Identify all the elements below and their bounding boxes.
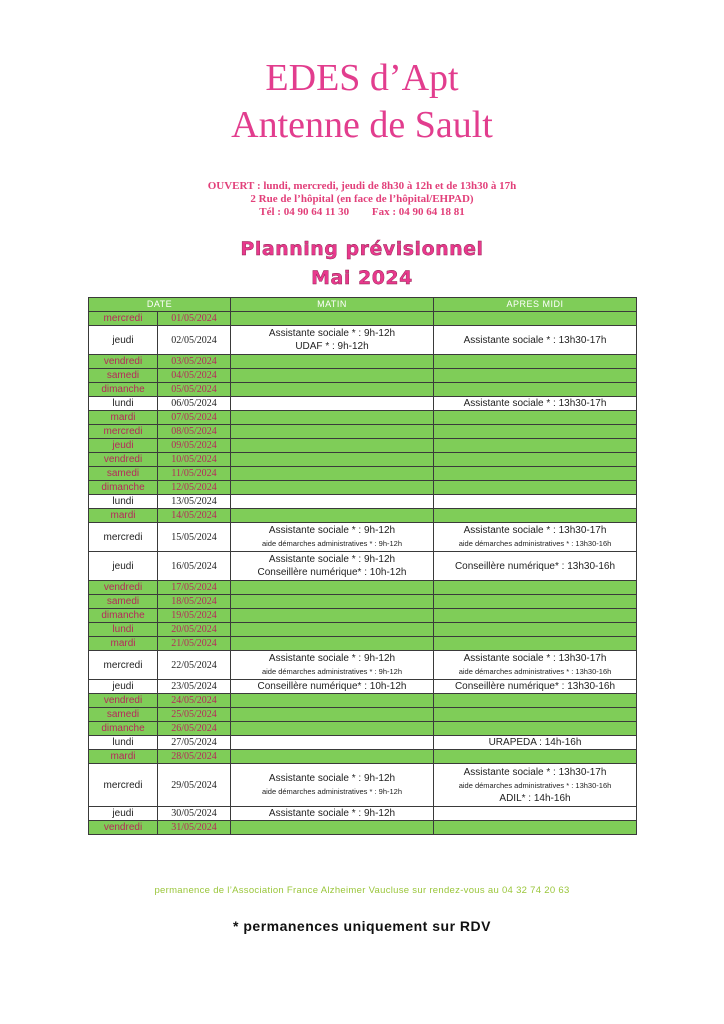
table-row xyxy=(89,326,637,355)
afternoon-slot xyxy=(434,312,637,326)
afternoon-slot xyxy=(434,821,637,835)
slot-line: Conseillère numérique* : 10h-12h xyxy=(257,681,407,692)
alzheimer-note: permanence de l’Association France Alzheimer Vaucluse sur rendez-vous au 04 32 74 20 63 xyxy=(154,885,570,896)
row-day: mercredi xyxy=(89,523,158,552)
morning-slot xyxy=(231,369,434,383)
table-row xyxy=(89,623,637,637)
row-date: 06/05/2024 xyxy=(158,397,231,411)
morning-slot xyxy=(231,523,434,552)
afternoon-slot xyxy=(434,680,637,694)
morning-slot xyxy=(231,651,434,680)
slot-line: Assistante sociale * : 13h30-17h xyxy=(463,525,607,536)
row-day: vendredi xyxy=(89,355,158,369)
table-row xyxy=(89,369,637,383)
slot-line: Assistante sociale * : 9h-12h xyxy=(268,773,396,784)
row-day: mercredi xyxy=(89,425,158,439)
row-day: mercredi xyxy=(89,651,158,680)
morning-slot xyxy=(231,467,434,481)
row-day: vendredi xyxy=(89,453,158,467)
afternoon-slot xyxy=(434,581,637,595)
slot-line: Conseillère numérique* : 13h30-16h xyxy=(454,560,616,572)
slot-line: aide démarches administratives * : 13h30-16h xyxy=(458,667,612,676)
page-title: EDES d’Apt xyxy=(265,57,459,99)
schedule-body xyxy=(89,312,637,835)
afternoon-slot xyxy=(434,764,637,807)
slot-line: Assistante sociale * : 9h-12h xyxy=(268,808,396,819)
afternoon-slot xyxy=(434,481,637,495)
table-row xyxy=(89,680,637,694)
row-date: 26/05/2024 xyxy=(158,722,231,736)
morning-slot xyxy=(231,411,434,425)
table-row xyxy=(89,411,637,425)
rdv-note: * permanences uniquement sur RDV xyxy=(233,918,491,934)
slot-line: aide démarches administratives * : 9h-12h xyxy=(261,667,403,676)
slot-line: Assistante sociale * : 13h30-17h xyxy=(463,766,607,778)
slot-line: UDAF * : 9h-12h xyxy=(295,341,369,352)
opening-hours: OUVERT : lundi, mercredi, jeudi de 8h30 à 12h et de 13h30 à 17h xyxy=(207,180,517,192)
table-row xyxy=(89,722,637,736)
phone-number: Tél : 04 90 64 11 30 xyxy=(259,206,350,218)
afternoon-slot xyxy=(434,807,637,821)
table-row xyxy=(89,637,637,651)
slot-line: ADIL* : 14h-16h xyxy=(499,792,571,804)
row-day: vendredi xyxy=(89,821,158,835)
slot-line: Conseillère numérique* : 10h-12h xyxy=(257,567,407,578)
row-date: 15/05/2024 xyxy=(158,523,231,552)
row-day: mercredi xyxy=(89,764,158,807)
row-day: jeudi xyxy=(89,807,158,821)
row-date: 28/05/2024 xyxy=(158,750,231,764)
row-day: mardi xyxy=(89,509,158,523)
afternoon-slot xyxy=(434,411,637,425)
row-day: mercredi xyxy=(89,312,158,326)
slot-line: Assistante sociale * : 13h30-17h xyxy=(463,334,607,346)
row-date: 02/05/2024 xyxy=(158,326,231,355)
row-date: 04/05/2024 xyxy=(158,369,231,383)
row-day: mardi xyxy=(89,637,158,651)
schedule-table xyxy=(88,297,637,835)
row-day: vendredi xyxy=(89,694,158,708)
morning-slot xyxy=(231,425,434,439)
morning-slot xyxy=(231,453,434,467)
table-row xyxy=(89,609,637,623)
header-morning: MATIN xyxy=(231,298,434,312)
table-row xyxy=(89,439,637,453)
afternoon-slot xyxy=(434,523,637,552)
table-row xyxy=(89,481,637,495)
morning-slot xyxy=(231,595,434,609)
table-row xyxy=(89,595,637,609)
morning-slot xyxy=(231,821,434,835)
slot-line: Assistante sociale * : 9h-12h xyxy=(268,653,396,664)
table-row xyxy=(89,425,637,439)
row-day: samedi xyxy=(89,708,158,722)
table-row xyxy=(89,523,637,552)
contact-line xyxy=(0,206,724,219)
row-day: samedi xyxy=(89,595,158,609)
table-row xyxy=(89,467,637,481)
afternoon-slot xyxy=(434,722,637,736)
table-row xyxy=(89,736,637,750)
slot-line: aide démarches administratives * : 9h-12h xyxy=(261,539,403,548)
morning-slot xyxy=(231,481,434,495)
afternoon-slot xyxy=(434,694,637,708)
morning-slot xyxy=(231,552,434,581)
afternoon-slot xyxy=(434,467,637,481)
row-date: 07/05/2024 xyxy=(158,411,231,425)
afternoon-slot xyxy=(434,609,637,623)
morning-slot xyxy=(231,326,434,355)
slot-line: Conseillère numérique* : 13h30-16h xyxy=(454,681,616,692)
row-date: 05/05/2024 xyxy=(158,383,231,397)
page-subtitle: Antenne de Sault xyxy=(231,104,493,146)
row-date: 13/05/2024 xyxy=(158,495,231,509)
table-row xyxy=(89,750,637,764)
row-day: lundi xyxy=(89,495,158,509)
slot-line: aide démarches administratives * : 13h30-16h xyxy=(458,539,612,548)
table-row xyxy=(89,821,637,835)
morning-slot xyxy=(231,383,434,397)
afternoon-slot xyxy=(434,355,637,369)
table-row xyxy=(89,694,637,708)
afternoon-slot xyxy=(434,595,637,609)
fax-number: Fax : 04 90 64 18 81 xyxy=(371,206,465,218)
row-date: 21/05/2024 xyxy=(158,637,231,651)
morning-slot xyxy=(231,581,434,595)
row-date: 30/05/2024 xyxy=(158,807,231,821)
afternoon-slot xyxy=(434,453,637,467)
morning-slot xyxy=(231,736,434,750)
row-date: 16/05/2024 xyxy=(158,552,231,581)
row-date: 17/05/2024 xyxy=(158,581,231,595)
row-day: jeudi xyxy=(89,439,158,453)
slot-line: Assistante sociale * : 9h-12h xyxy=(268,328,396,339)
afternoon-slot xyxy=(434,637,637,651)
table-row xyxy=(89,495,637,509)
row-day: vendredi xyxy=(89,581,158,595)
schedule-header-row xyxy=(89,298,637,312)
morning-slot xyxy=(231,623,434,637)
morning-slot xyxy=(231,722,434,736)
row-date: 19/05/2024 xyxy=(158,609,231,623)
row-date: 29/05/2024 xyxy=(158,764,231,807)
morning-slot xyxy=(231,637,434,651)
morning-slot xyxy=(231,397,434,411)
row-day: samedi xyxy=(89,369,158,383)
row-day: lundi xyxy=(89,623,158,637)
table-row xyxy=(89,383,637,397)
morning-slot xyxy=(231,680,434,694)
row-date: 10/05/2024 xyxy=(158,453,231,467)
row-date: 22/05/2024 xyxy=(158,651,231,680)
header-date: DATE xyxy=(89,298,231,312)
table-row xyxy=(89,453,637,467)
row-day: dimanche xyxy=(89,722,158,736)
row-date: 01/05/2024 xyxy=(158,312,231,326)
planning-heading: Planning prévisionnel xyxy=(240,238,484,260)
table-row xyxy=(89,355,637,369)
row-date: 12/05/2024 xyxy=(158,481,231,495)
afternoon-slot xyxy=(434,439,637,453)
afternoon-slot xyxy=(434,750,637,764)
slot-line: Assistante sociale * : 13h30-17h xyxy=(463,653,607,664)
morning-slot xyxy=(231,750,434,764)
row-day: jeudi xyxy=(89,680,158,694)
slot-line: Assistante sociale * : 13h30-17h xyxy=(463,398,607,409)
afternoon-slot xyxy=(434,369,637,383)
row-date: 20/05/2024 xyxy=(158,623,231,637)
afternoon-slot xyxy=(434,736,637,750)
row-day: jeudi xyxy=(89,326,158,355)
row-date: 18/05/2024 xyxy=(158,595,231,609)
row-day: lundi xyxy=(89,397,158,411)
address: 2 Rue de l’hôpital (en face de l’hôpital/EHPAD) xyxy=(250,193,474,205)
morning-slot xyxy=(231,764,434,807)
row-date: 14/05/2024 xyxy=(158,509,231,523)
row-date: 11/05/2024 xyxy=(158,467,231,481)
afternoon-slot xyxy=(434,425,637,439)
afternoon-slot xyxy=(434,552,637,581)
morning-slot xyxy=(231,708,434,722)
slot-line: Assistante sociale * : 9h-12h xyxy=(268,554,396,565)
morning-slot xyxy=(231,439,434,453)
row-date: 31/05/2024 xyxy=(158,821,231,835)
afternoon-slot xyxy=(434,383,637,397)
table-row xyxy=(89,708,637,722)
table-row xyxy=(89,764,637,807)
table-row xyxy=(89,552,637,581)
header-afternoon: APRES MIDI xyxy=(434,298,637,312)
table-row xyxy=(89,807,637,821)
morning-slot xyxy=(231,509,434,523)
table-row xyxy=(89,581,637,595)
row-date: 24/05/2024 xyxy=(158,694,231,708)
afternoon-slot xyxy=(434,397,637,411)
afternoon-slot xyxy=(434,495,637,509)
morning-slot xyxy=(231,355,434,369)
row-day: jeudi xyxy=(89,552,158,581)
table-row xyxy=(89,651,637,680)
row-date: 08/05/2024 xyxy=(158,425,231,439)
row-day: dimanche xyxy=(89,383,158,397)
slot-line: Assistante sociale * : 9h-12h xyxy=(268,525,396,536)
row-day: dimanche xyxy=(89,481,158,495)
row-date: 25/05/2024 xyxy=(158,708,231,722)
row-date: 23/05/2024 xyxy=(158,680,231,694)
slot-line: aide démarches administratives * : 13h30-16h xyxy=(458,780,612,790)
row-day: lundi xyxy=(89,736,158,750)
morning-slot xyxy=(231,495,434,509)
row-date: 09/05/2024 xyxy=(158,439,231,453)
afternoon-slot xyxy=(434,708,637,722)
row-date: 27/05/2024 xyxy=(158,736,231,750)
morning-slot xyxy=(231,807,434,821)
afternoon-slot xyxy=(434,326,637,355)
row-day: mardi xyxy=(89,750,158,764)
morning-slot xyxy=(231,609,434,623)
table-row xyxy=(89,509,637,523)
row-day: dimanche xyxy=(89,609,158,623)
row-day: mardi xyxy=(89,411,158,425)
afternoon-slot xyxy=(434,651,637,680)
afternoon-slot xyxy=(434,509,637,523)
morning-slot xyxy=(231,694,434,708)
table-row xyxy=(89,312,637,326)
row-date: 03/05/2024 xyxy=(158,355,231,369)
table-row xyxy=(89,397,637,411)
slot-line: URAPEDA : 14h-16h xyxy=(488,737,582,748)
morning-slot xyxy=(231,312,434,326)
slot-line: aide démarches administratives * : 9h-12h xyxy=(261,787,403,796)
row-day: samedi xyxy=(89,467,158,481)
planning-month: Mai 2024 xyxy=(311,267,413,289)
afternoon-slot xyxy=(434,623,637,637)
